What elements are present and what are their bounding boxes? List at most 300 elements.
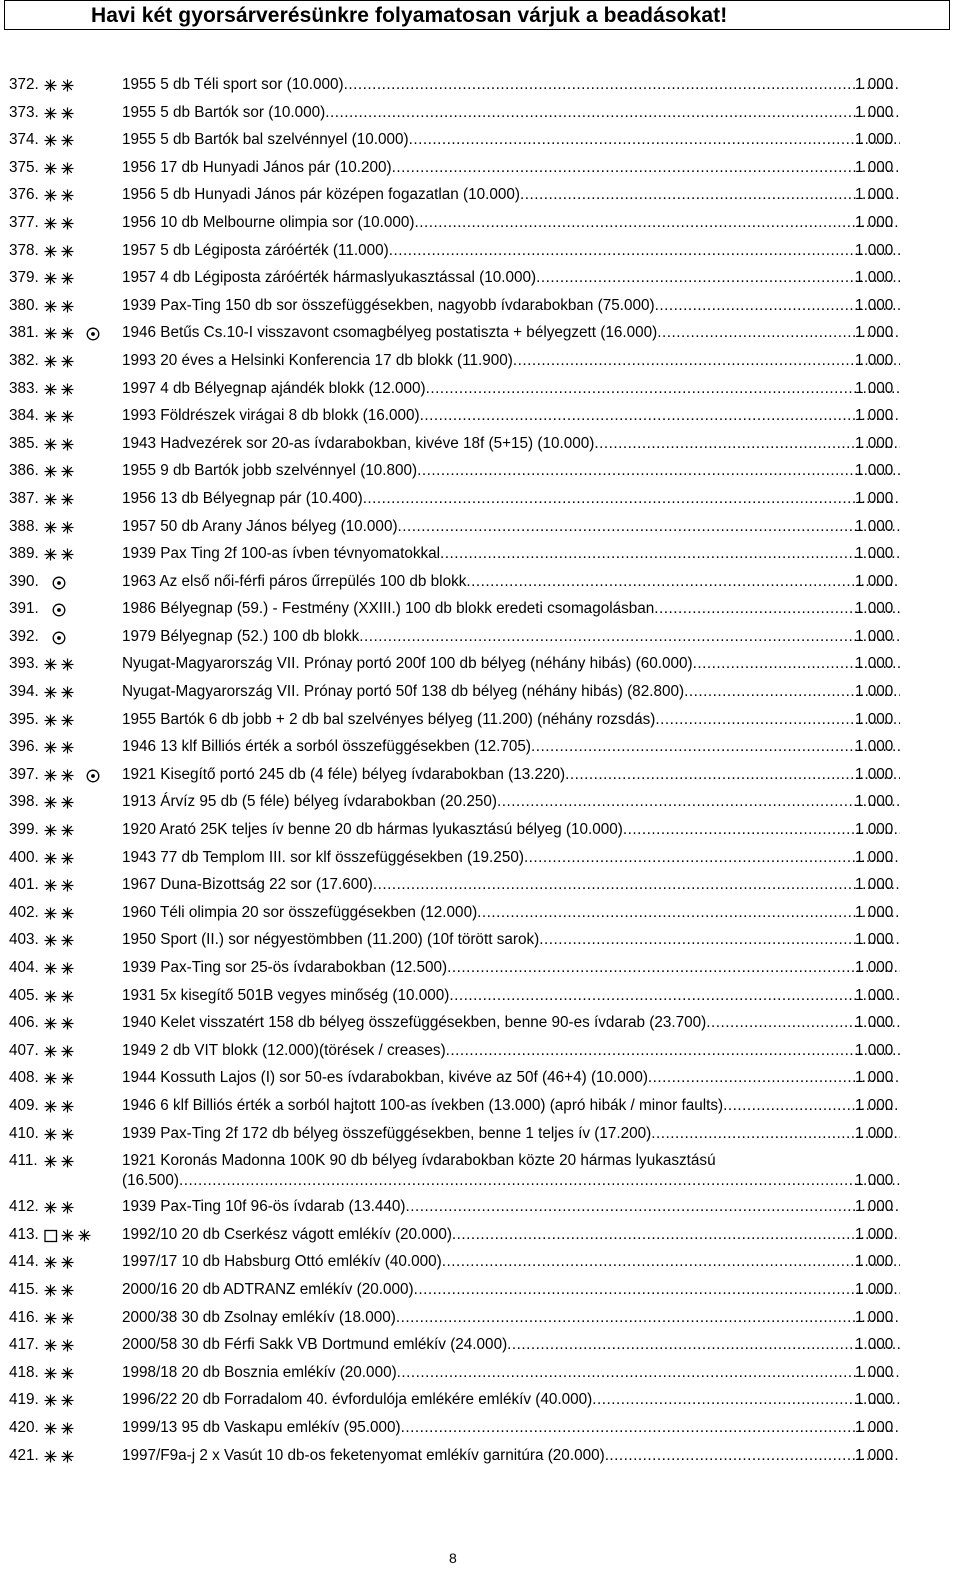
condition-marks	[44, 1339, 75, 1353]
lot-description-text: 1957 50 db Arany János bélyeg (10.000)	[122, 517, 398, 535]
lot-row	[0, 1065, 960, 1093]
lot-price: 1 000	[855, 1041, 894, 1059]
dot-leader	[398, 514, 900, 540]
lot-number: 393.	[9, 655, 39, 673]
lot-description	[122, 486, 900, 512]
dot-leader	[497, 789, 900, 815]
lot-number: 411.	[9, 1152, 38, 1170]
asterisk-icon	[44, 1045, 58, 1059]
condition-marks	[44, 272, 75, 286]
asterisk-icon	[44, 990, 58, 1004]
lot-description	[122, 596, 900, 622]
dot-leader	[414, 1277, 900, 1303]
dot-leader	[442, 1249, 900, 1275]
lot-row	[0, 1010, 960, 1038]
lot-price: 1 000	[855, 959, 894, 976]
lot-description-text: 1957 4 db Légiposta záróérték hármaslyukasztással (10.000)	[122, 269, 537, 287]
asterisk-icon	[61, 714, 75, 728]
lot-description-text: 1967 Duna-Bizottság 22 sor (17.600)	[122, 876, 373, 894]
condition-marks	[44, 383, 75, 397]
asterisk-icon	[61, 962, 75, 976]
condition-marks	[44, 907, 75, 921]
asterisk-icon	[44, 189, 58, 203]
lot-description-text: 1913 Árvíz 95 db (5 féle) bélyeg ívdarabokban (20.250)	[122, 793, 498, 811]
lot-price: 1 000	[855, 1363, 894, 1381]
condition-marks	[44, 493, 75, 507]
dot-leader	[449, 983, 900, 1009]
condition-marks	[44, 217, 75, 231]
dot-leader	[363, 486, 900, 512]
lot-description	[122, 265, 900, 291]
cancelled-icon	[52, 603, 66, 617]
condition-marks	[44, 686, 75, 700]
dot-leader	[466, 569, 900, 595]
lot-description	[122, 707, 900, 733]
lot-number: 390.	[9, 572, 39, 590]
lot-description-text: 1993 20 éves a Helsinki Konferencia 17 db blokk (11.900)	[122, 351, 513, 369]
memorial-sheet-icon	[44, 1229, 58, 1243]
lot-price: 1 000	[855, 186, 894, 204]
asterisk-icon	[61, 686, 75, 700]
lot-price: 1 000	[855, 489, 894, 507]
lot-number: 410.	[9, 1124, 39, 1142]
lot-description	[122, 348, 900, 374]
lot-description-text: 1955 9 db Bartók jobb szelvénnyel (10.800)	[122, 462, 418, 480]
lot-row	[0, 127, 960, 155]
lot-price: 1 000	[855, 821, 894, 839]
lot-number: 419.	[9, 1391, 39, 1409]
asterisk-icon	[44, 1312, 58, 1326]
asterisk-icon	[44, 1367, 58, 1381]
lot-number: 382.	[9, 351, 39, 369]
lot-row	[0, 1121, 960, 1149]
asterisk-icon	[44, 245, 58, 259]
lot-row	[0, 1222, 960, 1250]
lot-description	[122, 1038, 900, 1064]
dot-leader	[524, 845, 900, 871]
asterisk-icon	[44, 548, 58, 562]
asterisk-icon	[61, 934, 75, 948]
dot-leader	[446, 1038, 900, 1064]
lot-description-text: 1955 5 db Bartók sor (10.000)	[122, 103, 326, 121]
lot-description-text: 1950 Sport (II.) sor négyestömbben (11.200) (10f törött sarok)	[122, 931, 540, 949]
dot-leader	[396, 1305, 900, 1331]
lot-description	[122, 238, 900, 264]
lot-description-text: 1992/10 20 db Cserkész vágott emlékív (20.000)	[122, 1225, 452, 1243]
condition-marks	[44, 1450, 75, 1464]
dot-leader	[389, 238, 900, 264]
asterisk-icon	[61, 1367, 75, 1381]
lot-description-text: 1956 13 db Bélyegnap pár (10.400)	[122, 489, 363, 507]
lot-description	[122, 1387, 900, 1413]
condition-marks	[44, 548, 75, 562]
lot-description	[122, 1360, 900, 1386]
asterisk-icon	[61, 1450, 75, 1464]
condition-marks	[44, 521, 75, 535]
asterisk-icon	[44, 1100, 58, 1114]
lot-number: 374.	[9, 131, 39, 149]
lot-price: 1 000	[855, 434, 894, 452]
lot-row	[0, 293, 960, 321]
asterisk-icon	[44, 934, 58, 948]
condition-marks	[44, 741, 75, 755]
lot-price: 1 000	[855, 1198, 894, 1216]
lot-description	[122, 1249, 900, 1275]
lot-row	[0, 238, 960, 266]
asterisk-icon	[61, 907, 75, 921]
lot-row	[0, 100, 960, 128]
asterisk-icon	[61, 521, 75, 535]
lot-row	[0, 900, 960, 928]
asterisk-icon	[44, 162, 58, 176]
condition-marks	[44, 300, 75, 314]
asterisk-icon	[61, 1422, 75, 1436]
dot-leader	[420, 403, 900, 429]
dot-leader	[325, 100, 900, 126]
lot-description	[122, 127, 900, 153]
lot-price: 1 000	[855, 986, 894, 1004]
lot-description	[122, 182, 900, 208]
lot-number: 381.	[9, 324, 39, 342]
asterisk-icon	[61, 272, 75, 286]
asterisk-icon	[44, 272, 58, 286]
asterisk-icon	[61, 327, 75, 341]
lot-description	[122, 1121, 900, 1147]
condition-marks	[44, 355, 75, 369]
lot-description	[122, 1065, 900, 1091]
condition-marks	[44, 79, 75, 93]
lot-description	[122, 1222, 900, 1248]
lot-description	[122, 100, 900, 126]
lot-price: 1 000	[855, 379, 894, 397]
condition-marks	[44, 1284, 75, 1298]
asterisk-icon	[61, 245, 75, 259]
lot-description	[122, 845, 900, 871]
lot-description-text: 1946 13 klf Billiós érték a sorból összefüggésekben (12.705)	[122, 738, 532, 756]
lot-description-text: 1946 6 klf Billiós érték a sorból hajtott 100-as ívekben (13.000) (apró hibák / minor faults)	[122, 1096, 724, 1114]
lot-description-text: 1921 Kisegítő portó 245 db (4 féle) bélyeg ívdarabokban (13.220)	[122, 765, 566, 783]
lot-description	[122, 1443, 900, 1469]
lot-description-text: 1944 Kossuth Lajos (I) sor 50-es ívdarabokban, kivéve az 50f (46+4) (10.000)	[122, 1069, 648, 1087]
lot-price: 1 000	[855, 545, 894, 563]
condition-marks	[44, 189, 75, 203]
header-banner	[4, 0, 950, 30]
condition-marks	[44, 1422, 75, 1436]
lot-description-text: 1939 Pax-Ting 150 db sor összefüggésekben, nagyobb ívdarabokban (75.000)	[122, 296, 655, 314]
condition-marks	[44, 1201, 75, 1215]
asterisk-icon	[61, 824, 75, 838]
lot-description	[122, 900, 900, 926]
lot-description-text: 1940 Kelet visszatért 158 db bélyeg összefüggésekben, benne 90-es ívdarab (23.700)	[122, 1014, 707, 1032]
lot-number: 398.	[9, 793, 39, 811]
asterisk-icon	[44, 79, 58, 93]
asterisk-icon	[44, 769, 58, 783]
lot-row	[0, 458, 960, 486]
lot-description	[122, 431, 900, 457]
lot-number: 383.	[9, 379, 39, 397]
lot-description	[122, 1194, 900, 1220]
dot-leader	[401, 1415, 900, 1441]
lot-description	[122, 403, 900, 429]
asterisk-icon	[61, 438, 75, 452]
lot-description-text: 1997/17 10 db Habsburg Ottó emlékív (40.000)	[122, 1253, 442, 1271]
lot-number: 392.	[9, 627, 39, 645]
lot-description-text: 1939 Pax-Ting 10f 96-ös ívdarab (13.440)	[122, 1198, 406, 1216]
lot-number: 378.	[9, 241, 39, 259]
condition-marks	[44, 658, 75, 672]
lot-row	[0, 1332, 960, 1360]
asterisk-icon	[44, 1155, 58, 1169]
lot-description-text: 1939 Pax-Ting sor 25-ös ívdarabokban (12.500)	[122, 959, 448, 976]
asterisk-icon	[61, 217, 75, 231]
lot-price: 1 000	[855, 1336, 894, 1354]
asterisk-icon	[61, 1256, 75, 1270]
lot-number: 386.	[9, 462, 39, 480]
asterisk-icon	[44, 383, 58, 397]
lot-row	[0, 927, 960, 955]
lot-description	[122, 762, 900, 788]
condition-marks	[44, 162, 75, 176]
lot-row	[0, 1194, 960, 1222]
dot-leader	[447, 955, 900, 981]
lot-row	[0, 182, 960, 210]
lot-price: 1 000	[855, 1280, 894, 1298]
lot-description-text: 1943 77 db Templom III. sor klf összefüggésekben (19.250)	[122, 848, 524, 866]
condition-marks	[44, 1100, 75, 1114]
asterisk-icon	[44, 1422, 58, 1436]
lot-description	[122, 376, 900, 402]
lot-description	[122, 1168, 900, 1194]
lot-number: 376.	[9, 186, 39, 204]
lot-price: 1 000	[855, 931, 894, 949]
lot-description	[122, 155, 900, 181]
asterisk-icon	[61, 355, 75, 369]
lot-price: 1 000	[855, 1225, 894, 1243]
cancelled-icon	[52, 576, 66, 590]
lot-number: 388.	[9, 517, 39, 535]
lot-price: 1 000	[855, 351, 894, 369]
lot-number: 387.	[9, 489, 39, 507]
lot-row	[0, 651, 960, 679]
asterisk-icon	[61, 465, 75, 479]
dot-leader	[520, 182, 900, 208]
lot-price: 1 000	[855, 683, 894, 701]
lot-number: 394.	[9, 683, 39, 701]
lot-number: 408.	[9, 1069, 39, 1087]
lot-row	[0, 1387, 960, 1415]
asterisk-icon	[44, 1072, 58, 1086]
lot-description	[122, 1305, 900, 1331]
dot-leader	[440, 541, 900, 567]
lot-price: 1 000	[855, 765, 894, 783]
lot-price: 1 000	[855, 296, 894, 314]
asterisk-icon	[44, 796, 58, 810]
lot-description-text: 1957 5 db Légiposta záróérték (11.000)	[122, 241, 389, 259]
condition-marks	[44, 852, 75, 866]
lot-row	[0, 983, 960, 1011]
lot-row	[0, 845, 960, 873]
dot-leader	[373, 872, 900, 898]
asterisk-icon	[44, 1450, 58, 1464]
lot-description-text: Nyugat-Magyarország VII. Prónay portó 200f 100 db bélyeg (néhány hibás) (60.000)	[122, 655, 693, 673]
lot-row	[0, 1249, 960, 1277]
lot-description	[122, 320, 900, 346]
lot-price: 1 000	[855, 103, 894, 121]
dot-leader	[513, 348, 900, 374]
dot-leader	[452, 1222, 900, 1248]
lot-row	[0, 155, 960, 183]
lot-row	[0, 569, 960, 597]
asterisk-icon	[44, 741, 58, 755]
lot-description	[122, 624, 900, 650]
lot-description-text: 1999/13 95 db Vaskapu emlékív (95.000)	[122, 1418, 401, 1436]
asterisk-icon	[61, 1201, 75, 1215]
condition-marks	[44, 576, 66, 590]
cancelled-icon	[52, 631, 66, 645]
lot-number: 385.	[9, 434, 39, 452]
condition-marks	[44, 1256, 75, 1270]
lot-price: 1 000	[855, 655, 894, 673]
lot-price: 1 000	[855, 903, 894, 921]
lot-description-text: 1963 Az első női-férfi páros űrrepülés 100 db blokk	[122, 572, 467, 590]
lot-number: 397.	[9, 765, 39, 783]
lot-number: 421.	[9, 1446, 39, 1464]
lot-row	[0, 72, 960, 100]
lot-description	[122, 1010, 900, 1036]
asterisk-icon	[44, 1339, 58, 1353]
asterisk-icon	[61, 1017, 75, 1031]
lot-price: 1 000	[855, 1308, 894, 1326]
dot-leader	[536, 265, 900, 291]
asterisk-icon	[61, 189, 75, 203]
lot-description	[122, 789, 900, 815]
lot-description-text: 1960 Téli olimpia 20 sor összefüggésekben (12.000)	[122, 903, 478, 921]
condition-marks	[44, 603, 66, 617]
condition-marks	[44, 1394, 75, 1408]
asterisk-icon	[61, 879, 75, 893]
asterisk-icon	[44, 1017, 58, 1031]
dot-leader	[409, 127, 900, 153]
dot-leader	[426, 376, 900, 402]
lot-description-text: 1956 17 db Hunyadi János pár (10.200)	[122, 158, 392, 176]
lot-price: 1 000	[855, 269, 894, 287]
dot-leader	[507, 1332, 900, 1358]
lot-number: 407.	[9, 1041, 39, 1059]
lot-price: 1 000	[855, 710, 894, 728]
asterisk-icon	[44, 852, 58, 866]
condition-marks	[44, 245, 75, 259]
lot-price: 1 000	[855, 1253, 894, 1271]
lot-description-text: 2000/58 30 db Férfi Sakk VB Dortmund emlékív (24.000)	[122, 1336, 508, 1354]
asterisk-icon	[44, 824, 58, 838]
dot-leader	[592, 1387, 900, 1413]
lot-description-text: 1931 5x kisegítő 501B vegyes minőség (10.000)	[122, 986, 450, 1004]
lot-description	[122, 955, 900, 981]
lot-row	[0, 1305, 960, 1333]
lot-number: 418.	[9, 1363, 39, 1381]
condition-marks	[44, 1072, 75, 1086]
lot-number: 402.	[9, 903, 39, 921]
lot-number: 372.	[9, 76, 39, 93]
asterisk-icon	[61, 1394, 75, 1408]
dot-leader	[539, 927, 900, 953]
lot-row	[0, 514, 960, 542]
asterisk-icon	[61, 990, 75, 1004]
asterisk-icon	[61, 741, 75, 755]
condition-marks	[44, 769, 100, 783]
dot-leader	[344, 72, 900, 98]
lot-description-text: 1955 5 db Bartók bal szelvénnyel (10.000)	[122, 131, 409, 149]
dot-leader	[531, 734, 900, 760]
lot-number: 414.	[9, 1253, 39, 1271]
lot-number: 377.	[9, 213, 39, 231]
lot-description-text: 1956 10 db Melbourne olimpia sor (10.000)	[122, 213, 415, 231]
lot-description-text: (16.500)	[122, 1172, 179, 1190]
lot-price: 1 000	[855, 600, 894, 618]
lot-description-text: 1986 Bélyegnap (59.) - Festmény (XXIII.) 100 db blokk eredeti csomagolásban	[122, 600, 655, 618]
asterisk-icon	[44, 134, 58, 148]
condition-marks	[44, 1367, 75, 1381]
lot-description-text: 1998/18 20 db Bosznia emlékív (20.000)	[122, 1363, 397, 1381]
lot-number: 413.	[9, 1225, 39, 1243]
lot-row	[0, 1415, 960, 1443]
cancelled-icon	[86, 327, 100, 341]
lot-list	[0, 72, 960, 1470]
lot-number: 409.	[9, 1096, 39, 1114]
condition-marks	[44, 714, 75, 728]
asterisk-icon	[44, 355, 58, 369]
lot-description	[122, 734, 900, 760]
lot-price: 1 000	[855, 1172, 894, 1190]
lot-price: 1 000	[855, 213, 894, 231]
lot-number: 401.	[9, 876, 39, 894]
asterisk-icon	[44, 1284, 58, 1298]
lot-description	[122, 569, 900, 595]
condition-marks	[44, 327, 100, 341]
lot-row	[0, 1360, 960, 1388]
lot-row	[0, 1148, 960, 1194]
dot-leader	[565, 762, 900, 788]
cancelled-icon	[86, 769, 100, 783]
asterisk-icon	[61, 548, 75, 562]
lot-number: 412.	[9, 1198, 39, 1216]
asterisk-icon	[44, 658, 58, 672]
lot-row	[0, 872, 960, 900]
lot-description-text: 1955 Bartók 6 db jobb + 2 db bal szelvényes bélyeg (11.200) (néhány rozsdás)	[122, 710, 656, 728]
dot-leader	[477, 900, 900, 926]
asterisk-icon	[44, 438, 58, 452]
banner-title: Havi két gyorsárverésünkre folyamatosan várjuk a beadásokat!	[91, 4, 728, 27]
lot-row	[0, 320, 960, 348]
lot-row	[0, 348, 960, 376]
lot-description-text: 1979 Bélyegnap (52.) 100 db blokk	[122, 627, 360, 645]
dot-leader	[417, 458, 900, 484]
lot-row	[0, 707, 960, 735]
lot-description	[122, 1093, 900, 1119]
lot-number: 389.	[9, 545, 39, 563]
asterisk-icon	[61, 383, 75, 397]
lot-description	[122, 679, 900, 705]
lot-number: 375.	[9, 158, 39, 176]
asterisk-icon	[44, 879, 58, 893]
asterisk-icon	[61, 1072, 75, 1086]
lot-number: 405.	[9, 986, 39, 1004]
lot-price: 1 000	[855, 1446, 894, 1464]
asterisk-icon	[44, 300, 58, 314]
dot-leader	[359, 624, 900, 650]
condition-marks	[44, 134, 75, 148]
lot-row	[0, 486, 960, 514]
